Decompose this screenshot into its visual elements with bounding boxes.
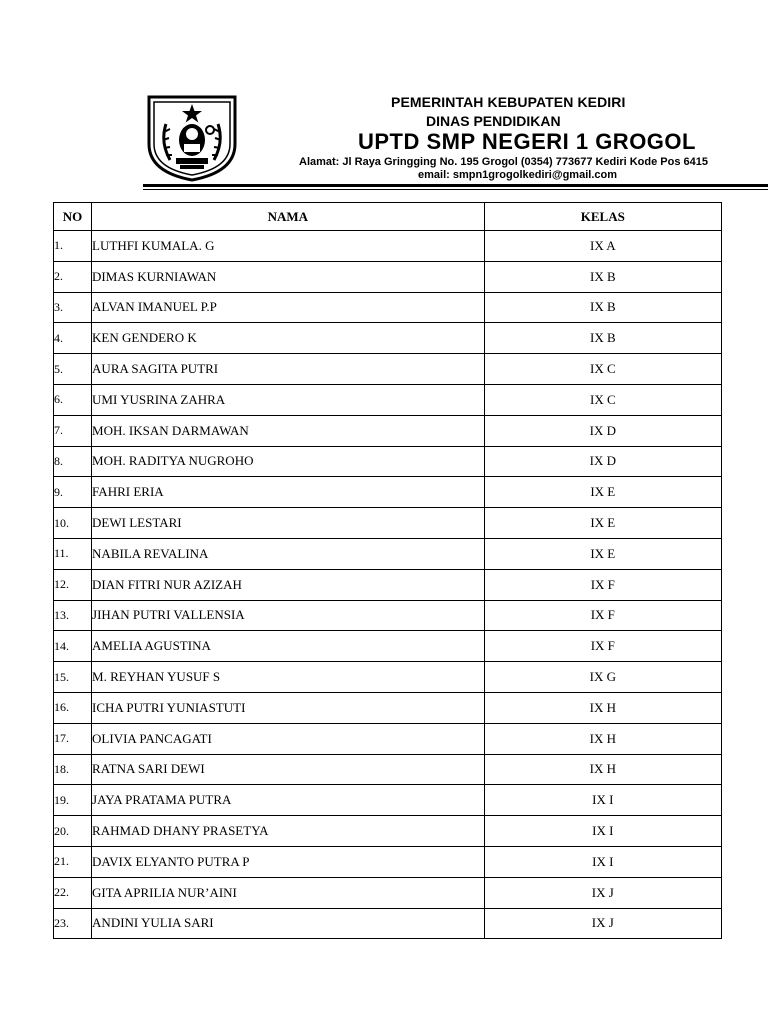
- student-name: GITA APRILIA NUR’AINI: [92, 877, 485, 908]
- table-row: [54, 538, 722, 569]
- row-number: 21.: [54, 846, 92, 877]
- student-class: IX E: [484, 508, 721, 539]
- student-class: IX C: [484, 384, 721, 415]
- student-class: IX A: [484, 231, 721, 262]
- government-name: PEMERINTAH KEBUPATEN KEDIRI: [391, 94, 626, 110]
- student-name: DIAN FITRI NUR AZIZAH: [92, 569, 485, 600]
- row-number: 19.: [54, 785, 92, 816]
- school-email: email: smpn1grogolkediri@gmail.com: [418, 169, 617, 181]
- table-row: [54, 384, 722, 415]
- student-name: MOH. IKSAN DARMAWAN: [92, 415, 485, 446]
- table-body: [54, 231, 722, 939]
- header-no: NO: [54, 203, 92, 231]
- table-header-row: [54, 203, 722, 231]
- student-name: RATNA SARI DEWI: [92, 754, 485, 785]
- row-number: 12.: [54, 569, 92, 600]
- row-number: 23.: [54, 908, 92, 939]
- student-class: IX I: [484, 846, 721, 877]
- student-name: ICHA PUTRI YUNIASTUTI: [92, 692, 485, 723]
- table-row: [54, 508, 722, 539]
- student-class: IX H: [484, 723, 721, 754]
- table-row: [54, 477, 722, 508]
- student-roster-table: [53, 202, 722, 939]
- student-name: MOH. RADITYA NUGROHO: [92, 446, 485, 477]
- row-number: 18.: [54, 754, 92, 785]
- table-row: [54, 600, 722, 631]
- student-name: AURA SAGITA PUTRI: [92, 354, 485, 385]
- row-number: 20.: [54, 816, 92, 847]
- table-row: [54, 846, 722, 877]
- row-number: 4.: [54, 323, 92, 354]
- row-number: 1.: [54, 231, 92, 262]
- header-kelas: KELAS: [484, 203, 721, 231]
- row-number: 5.: [54, 354, 92, 385]
- table-row: [54, 723, 722, 754]
- table-row: [54, 292, 722, 323]
- school-address: Alamat: Jl Raya Gringging No. 195 Grogol (0354) 773677 Kediri Kode Pos 6415: [299, 156, 708, 168]
- table-row: [54, 569, 722, 600]
- row-number: 17.: [54, 723, 92, 754]
- student-class: IX H: [484, 692, 721, 723]
- student-class: IX I: [484, 816, 721, 847]
- row-number: 11.: [54, 538, 92, 569]
- letterhead: [0, 0, 768, 190]
- student-class: IX B: [484, 323, 721, 354]
- header-nama: NAMA: [92, 203, 485, 231]
- table-row: [54, 877, 722, 908]
- table-row: [54, 354, 722, 385]
- table-row: [54, 323, 722, 354]
- letterhead-rule-thin: [143, 189, 768, 190]
- student-name: JAYA PRATAMA PUTRA: [92, 785, 485, 816]
- table-row: [54, 908, 722, 939]
- row-number: 6.: [54, 384, 92, 415]
- row-number: 9.: [54, 477, 92, 508]
- student-name: FAHRI ERIA: [92, 477, 485, 508]
- student-name: UMI YUSRINA ZAHRA: [92, 384, 485, 415]
- student-class: IX B: [484, 292, 721, 323]
- student-class: IX J: [484, 877, 721, 908]
- school-name: UPTD SMP NEGERI 1 GROGOL: [358, 129, 696, 154]
- row-number: 16.: [54, 692, 92, 723]
- row-number: 10.: [54, 508, 92, 539]
- student-class: IX D: [484, 415, 721, 446]
- row-number: 22.: [54, 877, 92, 908]
- row-number: 2.: [54, 261, 92, 292]
- table-row: [54, 662, 722, 693]
- student-class: IX G: [484, 662, 721, 693]
- student-class: IX E: [484, 538, 721, 569]
- row-number: 3.: [54, 292, 92, 323]
- table-row: [54, 785, 722, 816]
- table-row: [54, 261, 722, 292]
- kediri-regency-emblem-icon: [146, 94, 238, 182]
- student-class: IX D: [484, 446, 721, 477]
- table-row: [54, 692, 722, 723]
- table-row: [54, 415, 722, 446]
- row-number: 13.: [54, 600, 92, 631]
- row-number: 7.: [54, 415, 92, 446]
- student-class: IX F: [484, 569, 721, 600]
- row-number: 14.: [54, 631, 92, 662]
- student-class: IX C: [484, 354, 721, 385]
- table-row: [54, 631, 722, 662]
- table-row: [54, 446, 722, 477]
- table-row: [54, 231, 722, 262]
- student-name: DAVIX ELYANTO PUTRA P: [92, 846, 485, 877]
- student-name: KEN GENDERO K: [92, 323, 485, 354]
- student-name: M. REYHAN YUSUF S: [92, 662, 485, 693]
- student-name: NABILA REVALINA: [92, 538, 485, 569]
- student-class: IX F: [484, 631, 721, 662]
- table-row: [54, 816, 722, 847]
- student-class: IX F: [484, 600, 721, 631]
- student-class: IX E: [484, 477, 721, 508]
- department-name: DINAS PENDIDIKAN: [426, 113, 561, 129]
- row-number: 8.: [54, 446, 92, 477]
- student-name: DEWI LESTARI: [92, 508, 485, 539]
- table-row: [54, 754, 722, 785]
- student-name: RAHMAD DHANY PRASETYA: [92, 816, 485, 847]
- student-name: JIHAN PUTRI VALLENSIA: [92, 600, 485, 631]
- student-class: IX J: [484, 908, 721, 939]
- student-class: IX H: [484, 754, 721, 785]
- student-class: IX I: [484, 785, 721, 816]
- student-class: IX B: [484, 261, 721, 292]
- row-number: 15.: [54, 662, 92, 693]
- letterhead-rule-thick: [143, 184, 768, 187]
- student-name: ANDINI YULIA SARI: [92, 908, 485, 939]
- student-name: AMELIA AGUSTINA: [92, 631, 485, 662]
- student-name: ALVAN IMANUEL P.P: [92, 292, 485, 323]
- student-name: LUTHFI KUMALA. G: [92, 231, 485, 262]
- student-name: DIMAS KURNIAWAN: [92, 261, 485, 292]
- student-name: OLIVIA PANCAGATI: [92, 723, 485, 754]
